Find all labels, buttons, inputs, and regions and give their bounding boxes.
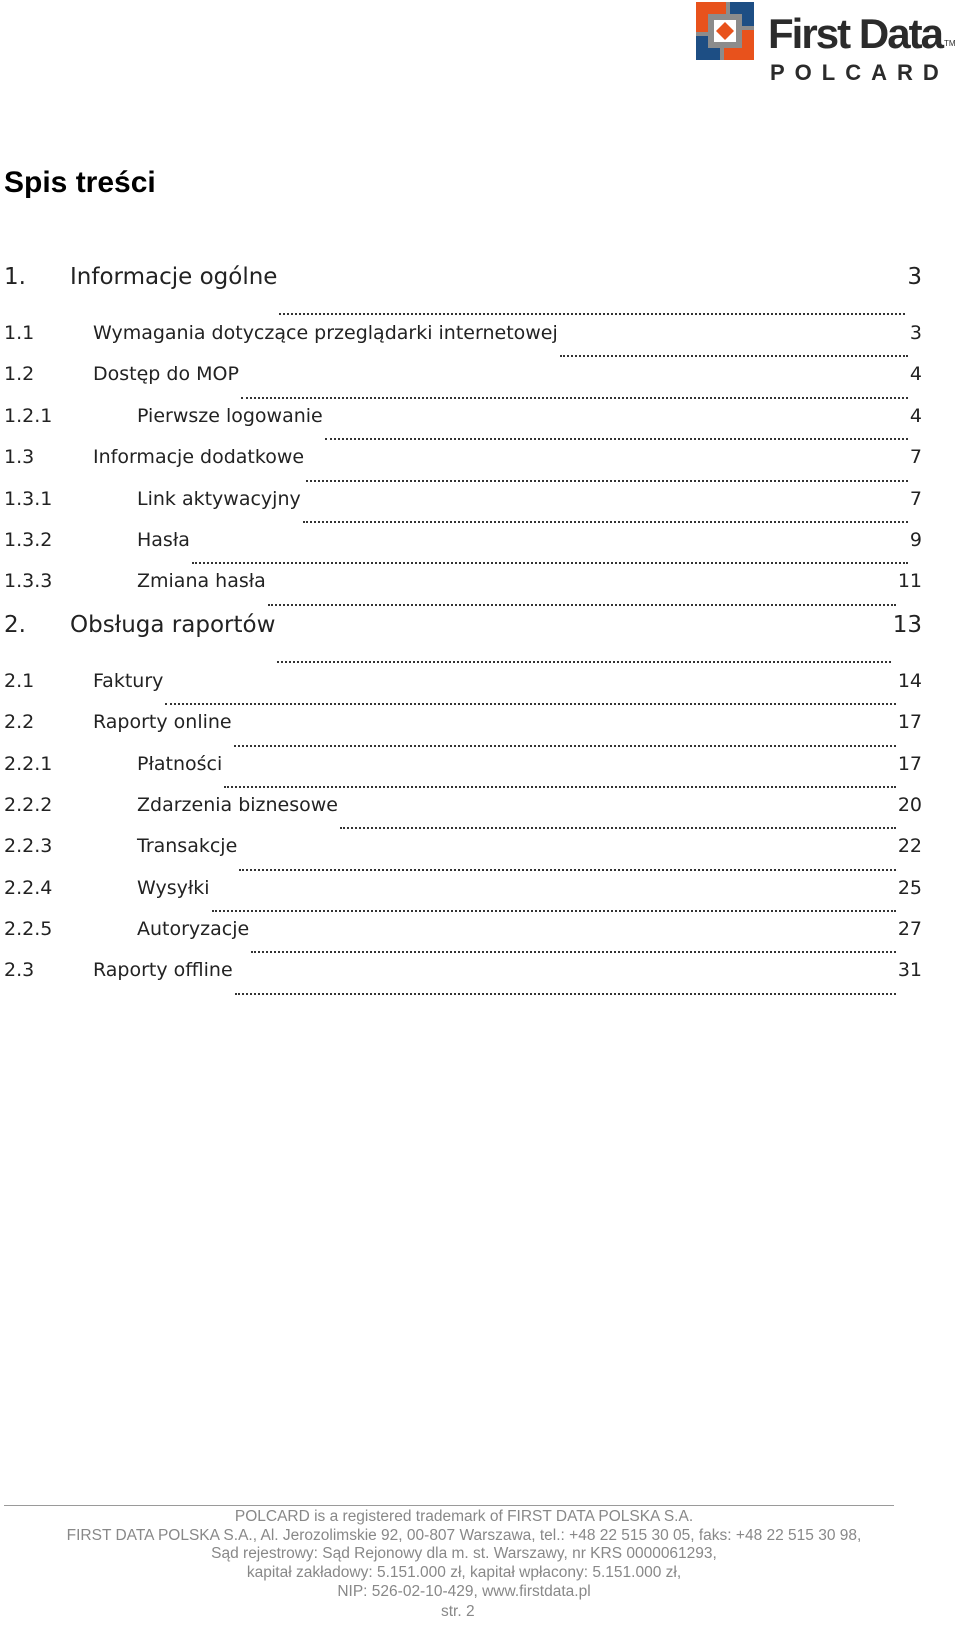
- toc-entry-title: Raporty offline: [93, 959, 233, 982]
- toc-dot-leader: [306, 480, 908, 482]
- toc-entry[interactable]: [4, 959, 922, 1000]
- logo-sub-text: POLCARD: [770, 60, 949, 85]
- toc-entry-title: Zdarzenia biznesowe: [137, 793, 338, 816]
- toc-entry-number: 2.: [4, 611, 26, 638]
- page-title: Spis treści: [4, 166, 156, 199]
- toc-entry-title: Raporty online: [93, 711, 232, 734]
- toc-entry-page: 22: [897, 835, 922, 858]
- toc-entry-page: 20: [897, 793, 922, 816]
- page-number: str. 2: [441, 1603, 475, 1620]
- toc-dot-leader: [251, 951, 896, 953]
- toc-entry-number: 1.3: [4, 446, 35, 469]
- toc-entry-number: 1.2.1: [4, 404, 53, 427]
- table-of-contents: [4, 264, 922, 1001]
- toc-entry-title: Informacje dodatkowe: [93, 446, 305, 469]
- toc-entry[interactable]: [4, 918, 922, 959]
- toc-entry-number: 1.3.3: [4, 570, 53, 593]
- toc-dot-leader: [192, 562, 908, 564]
- toc-entry-page: 7: [909, 446, 922, 469]
- toc-entry-number: 2.2.3: [4, 835, 53, 858]
- toc-entry-number: 2.2: [4, 711, 35, 734]
- toc-entry-page: 25: [897, 876, 922, 899]
- toc-entry-page: 17: [897, 752, 922, 775]
- toc-entry[interactable]: [4, 264, 922, 322]
- toc-dot-leader: [340, 827, 896, 829]
- toc-entry-number: 2.2.4: [4, 876, 53, 899]
- toc-entry[interactable]: [4, 670, 922, 711]
- toc-dot-leader: [224, 786, 896, 788]
- toc-entry-number: 2.1: [4, 669, 35, 692]
- logo-emblem-icon: [696, 2, 754, 60]
- toc-dot-leader: [235, 993, 896, 995]
- toc-dot-leader: [212, 910, 896, 912]
- toc-entry[interactable]: [4, 363, 922, 404]
- toc-entry-number: 1.1: [4, 322, 35, 344]
- footer-line: POLCARD is a registered trademark of FIRST DATA POLSKA S.A.: [234, 1508, 694, 1525]
- toc-entry-title: Zmiana hasła: [137, 570, 266, 593]
- toc-entry[interactable]: [4, 570, 922, 611]
- footer-line: Sąd rejestrowy: Sąd Rejonowy dla m. st. Warszawy, nr KRS 0000061293,: [211, 1545, 717, 1563]
- toc-entry-title: Dostęp do MOP: [93, 363, 239, 386]
- toc-entry[interactable]: [4, 753, 922, 794]
- toc-entry-title: Hasła: [137, 528, 190, 551]
- toc-entry-page: 17: [897, 711, 922, 734]
- toc-dot-leader: [241, 397, 908, 399]
- toc-entry-number: 1.3.1: [4, 487, 53, 510]
- toc-entry[interactable]: [4, 529, 922, 570]
- toc-entry-page: 4: [909, 404, 922, 427]
- toc-entry-number: 2.2.2: [4, 793, 53, 816]
- toc-entry-number: 2.2.5: [4, 918, 53, 941]
- svg-text:TM: TM: [944, 39, 956, 48]
- toc-dot-leader: [325, 438, 908, 440]
- toc-entry-title: Transakcje: [137, 835, 238, 858]
- toc-dot-leader: [165, 703, 895, 705]
- toc-entry-number: 1.3.2: [4, 528, 53, 551]
- toc-entry-page: 9: [909, 528, 922, 551]
- toc-dot-leader: [234, 745, 896, 747]
- toc-entry-title: Autoryzacje: [137, 918, 250, 941]
- toc-entry-page: 3: [909, 322, 922, 344]
- toc-entry[interactable]: [4, 612, 922, 670]
- toc-entry[interactable]: [4, 488, 922, 529]
- toc-entry-page: 31: [897, 959, 922, 982]
- toc-entry[interactable]: [4, 405, 922, 446]
- toc-dot-leader: [560, 355, 908, 357]
- toc-entry-title: Faktury: [93, 669, 164, 692]
- toc-entry[interactable]: [4, 794, 922, 835]
- first-data-polcard-logo: [696, 2, 958, 86]
- toc-entry-title: Link aktywacyjny: [137, 487, 301, 510]
- toc-entry-page: 11: [897, 570, 922, 593]
- toc-entry[interactable]: [4, 835, 922, 876]
- toc-entry[interactable]: [4, 877, 922, 918]
- toc-entry[interactable]: [4, 322, 922, 363]
- toc-dot-leader: [277, 661, 890, 663]
- toc-entry-title: Płatności: [137, 752, 223, 775]
- toc-entry-number: 2.3: [4, 959, 35, 982]
- toc-entry[interactable]: [4, 446, 922, 487]
- toc-entry-number: 1.: [4, 264, 26, 290]
- toc-entry-title: Wymagania dotyczące przeglądarki internetowej: [93, 322, 558, 344]
- toc-entry-title: Pierwsze logowanie: [137, 404, 323, 427]
- toc-entry-page: 14: [897, 669, 922, 692]
- toc-entry-page: 4: [909, 363, 922, 386]
- logo-brand-text: First Data: [768, 10, 944, 57]
- toc-entry-page: 13: [892, 611, 922, 638]
- toc-entry-page: 3: [907, 264, 922, 290]
- toc-dot-leader: [303, 521, 908, 523]
- toc-entry-page: 27: [897, 918, 922, 941]
- toc-dot-leader: [239, 869, 896, 871]
- footer-line: FIRST DATA POLSKA S.A., Al. Jerozolimskie 92, 00-807 Warszawa, tel.: +48 22 515 30 05, faks: +48 22 515 30 98,: [66, 1526, 862, 1544]
- footer-divider: [4, 1505, 894, 1506]
- footer: [4, 1508, 924, 1602]
- toc-entry-number: 1.2: [4, 363, 35, 386]
- footer-line: kapitał zakładowy: 5.151.000 zł, kapitał wpłacony: 5.151.000 zł,: [246, 1564, 682, 1582]
- footer-line: NIP: 526-02-10-429, www.firstdata.pl: [337, 1582, 591, 1600]
- toc-entry-page: 7: [909, 487, 922, 510]
- toc-entry-number: 2.2.1: [4, 752, 53, 775]
- toc-dot-leader: [268, 604, 896, 606]
- toc-entry-title: Wysyłki: [137, 876, 210, 899]
- toc-entry-title: Informacje ogólne: [70, 264, 278, 290]
- toc-entry[interactable]: [4, 711, 922, 752]
- toc-entry-title: Obsługa raportów: [70, 611, 276, 638]
- toc-dot-leader: [279, 313, 905, 315]
